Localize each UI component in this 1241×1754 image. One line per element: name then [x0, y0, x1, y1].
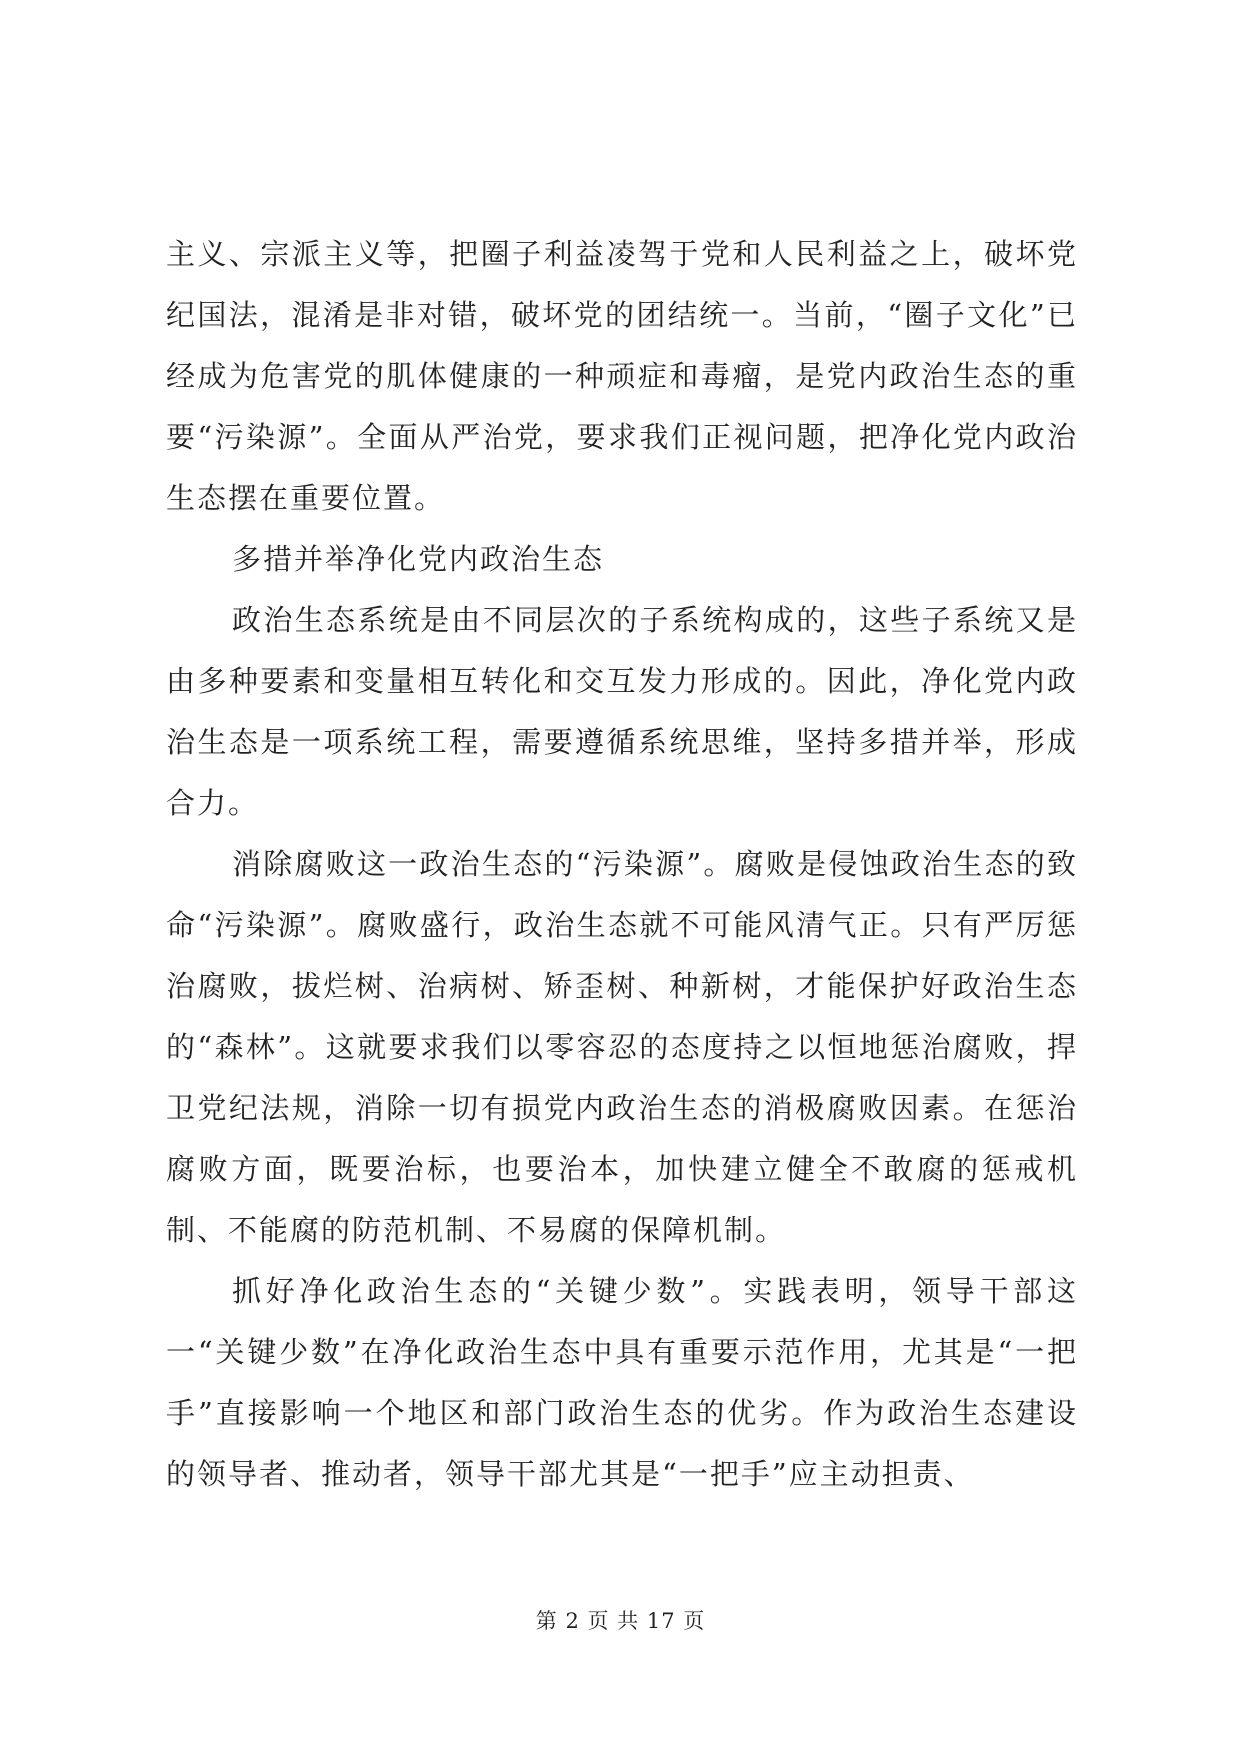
page-footer: 第 2 页 共 17 页 [535, 1609, 706, 1633]
paragraph-4: 抓好净化政治生态的“关键少数”。实践表明，领导干部这一“关键少数”在净化政治生态中具有重要示范作用，尤其是“一把手”直接影响一个地区和部门政治生态的优劣。作为政治生态建设的领导者、推动者，领导干部尤其是“一把手”应主动担责、 [166, 1274, 1078, 1491]
section-heading: 多措并举净化党内政治生态 [232, 542, 605, 576]
paragraph-3: 消除腐败这一政治生态的“污染源”。腐败是侵蚀政治生态的致命“污染源”。腐败盛行，政治生态就不可能风清气正。只有严厉惩治腐败，拔烂树、治病树、矫歪树、种新树，才能保护好政治生态的“森林”。这就要求我们以零容忍的态度持之以恒地惩治腐败，捍卫党纪法规，消除一切有损党内政治生态的消极腐败因素。在惩治腐败方面，既要治标，也要治本，加快建立健全不敢腐的惩戒机制、不能腐的防范机制、不易腐的保障机制。 [166, 847, 1078, 1247]
body-text [166, 224, 1078, 1505]
paragraph-1: 主义、宗派主义等，把圈子利益凌驾于党和人民利益之上，破坏党纪国法，混淆是非对错，破坏党的团结统一。当前，“圈子文化”已经成为危害党的肌体健康的一种顽症和毒瘤，是党内政治生态的重要“污染源”。全面从严治党，要求我们正视问题，把净化党内政治生态摆在重要位置。 [166, 237, 1078, 515]
paragraph-2: 政治生态系统是由不同层次的子系统构成的，这些子系统又是由多种要素和变量相互转化和交互发力形成的。因此，净化党内政治生态是一项系统工程，需要遵循系统思维，坚持多措并举，形成合力。 [166, 603, 1078, 820]
